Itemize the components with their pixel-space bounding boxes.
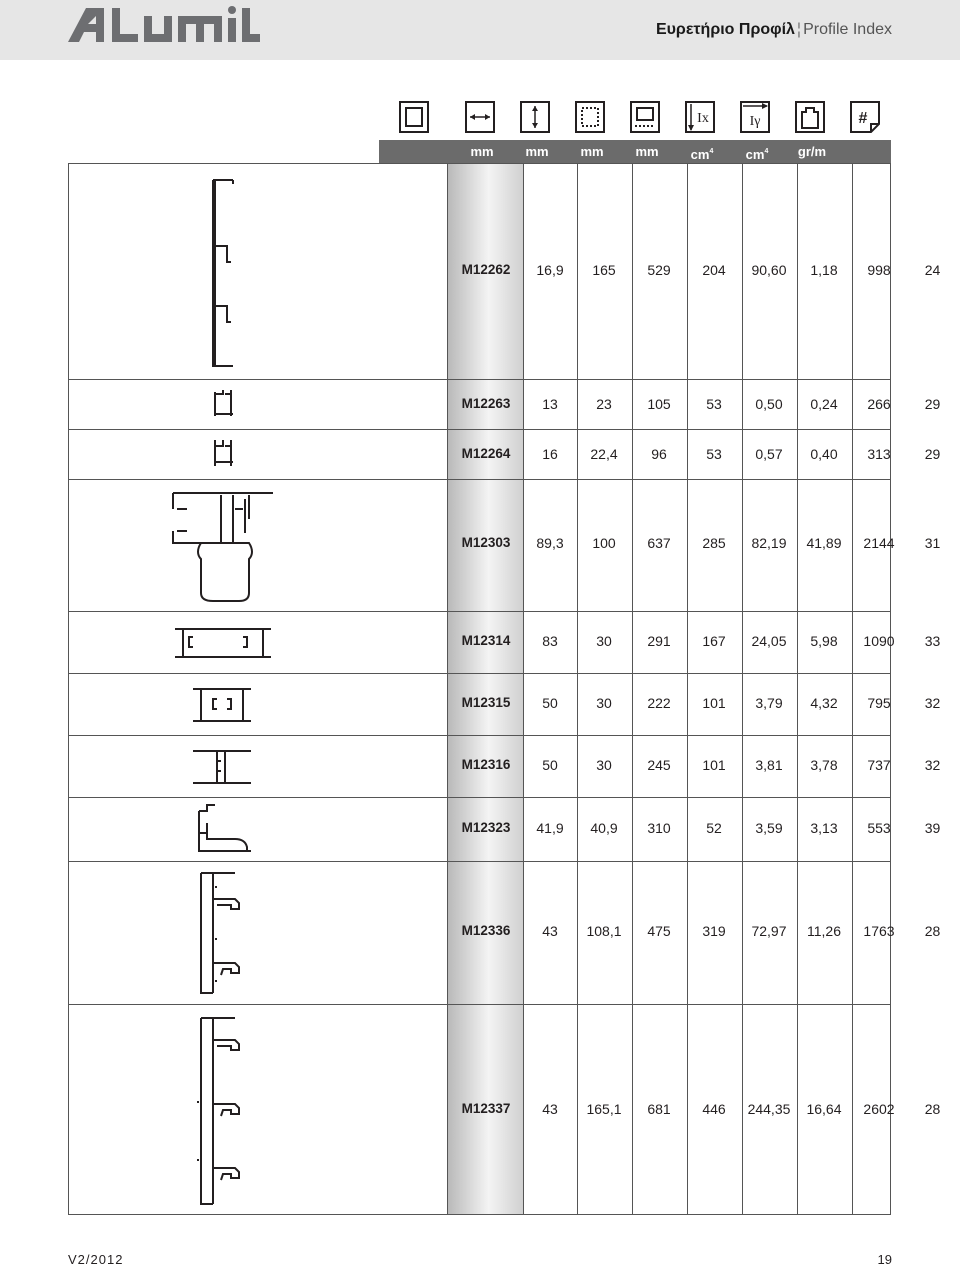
table-row (69, 379, 941, 430)
table-row (69, 735, 941, 798)
iy-label: Iγ (749, 114, 761, 129)
value-cell: 41,89 (806, 535, 842, 551)
ix-label: Ix (697, 111, 709, 126)
unit-label (675, 140, 729, 163)
inertia-y-icon (739, 100, 771, 134)
perimeter-icon (574, 100, 606, 134)
profile-table (68, 163, 941, 1215)
value-cell: 22,4 (590, 446, 618, 462)
alumil-logo (64, 2, 264, 48)
value-cell: 30 (596, 633, 612, 649)
page-ref-cell: 29 (924, 396, 941, 412)
value-cell: 0,40 (810, 446, 838, 462)
value-cell: 105 (647, 396, 671, 412)
page-ref-cell: 39 (924, 820, 941, 836)
value-cell: 165,1 (586, 1101, 622, 1117)
profile-drawing (189, 685, 255, 725)
section-area-icon (629, 100, 661, 134)
value-cell: 2144 (863, 535, 895, 551)
profile-code: M12264 (461, 446, 511, 461)
value-cell: 52 (706, 820, 722, 836)
profile-code: M12314 (461, 633, 511, 648)
value-cell: 446 (702, 1101, 726, 1117)
value-cell: 0,24 (810, 396, 838, 412)
value-cell: 108,1 (586, 923, 622, 939)
value-cell: 529 (647, 262, 671, 278)
value-cell: 30 (596, 695, 612, 711)
value-cell: 204 (702, 262, 726, 278)
value-cell: 475 (647, 923, 671, 939)
value-cell: 313 (867, 446, 891, 462)
value-cell: 1,18 (810, 262, 838, 278)
value-cell: 998 (867, 262, 891, 278)
table-row (69, 611, 941, 674)
value-cell: 244,35 (747, 1101, 791, 1117)
title-english: Profile Index (803, 21, 892, 38)
version-label: V2/2012 (68, 1252, 124, 1267)
value-cell: 11,26 (807, 923, 841, 939)
value-cell: 101 (702, 695, 726, 711)
unit-label: gr/m (797, 144, 827, 159)
page-number: 19 (877, 1252, 892, 1267)
profile-code: M12323 (461, 820, 511, 835)
page-ref-cell: 28 (924, 923, 941, 939)
page-ref-cell: 24 (924, 262, 941, 278)
value-cell: 100 (592, 535, 616, 551)
unit-cm: cm (690, 147, 710, 162)
value-cell: 291 (647, 633, 671, 649)
value-cell: 795 (867, 695, 891, 711)
value-cell: 53 (706, 396, 722, 412)
inertia-x-icon (684, 100, 716, 134)
value-cell: 3,59 (755, 820, 783, 836)
page-ref-cell: 33 (924, 633, 941, 649)
value-cell: 681 (647, 1101, 671, 1117)
value-cell: 89,3 (536, 535, 564, 551)
value-cell: 13 (542, 396, 558, 412)
page-title (656, 21, 892, 39)
profile-drawing (195, 869, 255, 997)
value-cell: 72,97 (751, 923, 787, 939)
value-cell: 23 (596, 396, 612, 412)
table-row (69, 429, 941, 480)
value-cell: 1763 (863, 923, 895, 939)
weight-icon (794, 100, 826, 134)
table-row (69, 1004, 941, 1214)
profile-code: M12303 (461, 535, 511, 550)
value-cell: 53 (706, 446, 722, 462)
profile-code: M12316 (461, 757, 511, 772)
hash-label: # (858, 110, 868, 127)
unit-cm: cm (745, 147, 765, 162)
value-cell: 737 (867, 757, 891, 773)
value-cell: 30 (596, 757, 612, 773)
table-row (69, 861, 941, 1005)
value-cell: 4,32 (810, 695, 838, 711)
page-ref-cell: 32 (924, 695, 941, 711)
value-cell: 16,9 (536, 262, 564, 278)
profile-code: M12337 (461, 1101, 511, 1116)
value-cell: 83 (542, 633, 558, 649)
unit-label: mm (525, 144, 549, 159)
value-cell: 5,98 (810, 633, 838, 649)
profile-code: M12262 (461, 262, 511, 277)
value-cell: 3,81 (755, 757, 783, 773)
value-cell: 16,64 (806, 1101, 842, 1117)
profile-drawing (195, 1014, 255, 1208)
value-cell: 43 (542, 1101, 558, 1117)
value-cell: 3,79 (755, 695, 783, 711)
table-row (69, 164, 941, 380)
value-cell: 165 (592, 262, 616, 278)
profile-code: M12315 (461, 695, 511, 710)
profile-code: M12336 (461, 923, 511, 938)
value-cell: 310 (647, 820, 671, 836)
page-ref-cell: 31 (924, 535, 941, 551)
page-ref-icon (849, 100, 881, 134)
value-cell: 96 (651, 446, 667, 462)
value-cell: 50 (542, 757, 558, 773)
width-icon (398, 100, 430, 134)
title-greek: Ευρετήριο Προφίλ (655, 21, 795, 38)
value-cell: 101 (702, 757, 726, 773)
dim-a-icon (464, 100, 496, 134)
value-cell: 3,78 (810, 757, 838, 773)
unit-label: mm (470, 144, 494, 159)
value-cell: 285 (702, 535, 726, 551)
column-icons (0, 100, 960, 140)
value-cell: 90,60 (751, 262, 787, 278)
value-cell: 16 (542, 446, 558, 462)
profile-drawing (189, 747, 255, 787)
table-row (69, 479, 941, 612)
value-cell: 245 (647, 757, 671, 773)
value-cell: 41,9 (536, 820, 564, 836)
value-cell: 50 (542, 695, 558, 711)
page-ref-cell: 29 (924, 446, 941, 462)
unit-sup: 4 (764, 148, 769, 155)
profile-drawing (169, 489, 279, 604)
page-ref-cell: 28 (924, 1101, 941, 1117)
value-cell: 2602 (863, 1101, 895, 1117)
profile-drawing (213, 438, 235, 470)
profile-drawing (209, 178, 249, 368)
profile-drawing (173, 625, 273, 661)
value-cell: 637 (647, 535, 671, 551)
profile-drawing (213, 388, 235, 420)
value-cell: 0,50 (755, 396, 783, 412)
title-separator: ¦ (796, 21, 802, 38)
unit-label: mm (635, 144, 659, 159)
value-cell: 167 (702, 633, 726, 649)
value-cell: 40,9 (590, 820, 618, 836)
value-cell: 3,13 (810, 820, 838, 836)
value-cell: 1090 (863, 633, 895, 649)
profile-drawing (195, 803, 255, 857)
value-cell: 43 (542, 923, 558, 939)
value-cell: 319 (702, 923, 726, 939)
page-ref-cell: 32 (924, 757, 941, 773)
unit-label: mm (580, 144, 604, 159)
dim-b-icon (519, 100, 551, 134)
value-cell: 24,05 (751, 633, 787, 649)
page-header (0, 0, 960, 60)
value-cell: 553 (867, 820, 891, 836)
table-row (69, 673, 941, 736)
value-cell: 222 (647, 695, 671, 711)
unit-label (730, 140, 784, 163)
unit-sup: 4 (709, 148, 714, 155)
value-cell: 0,57 (755, 446, 783, 462)
value-cell: 82,19 (751, 535, 787, 551)
units-bar (379, 140, 891, 163)
value-cell: 266 (867, 396, 891, 412)
table-row (69, 797, 941, 862)
profile-code: M12263 (461, 396, 511, 411)
